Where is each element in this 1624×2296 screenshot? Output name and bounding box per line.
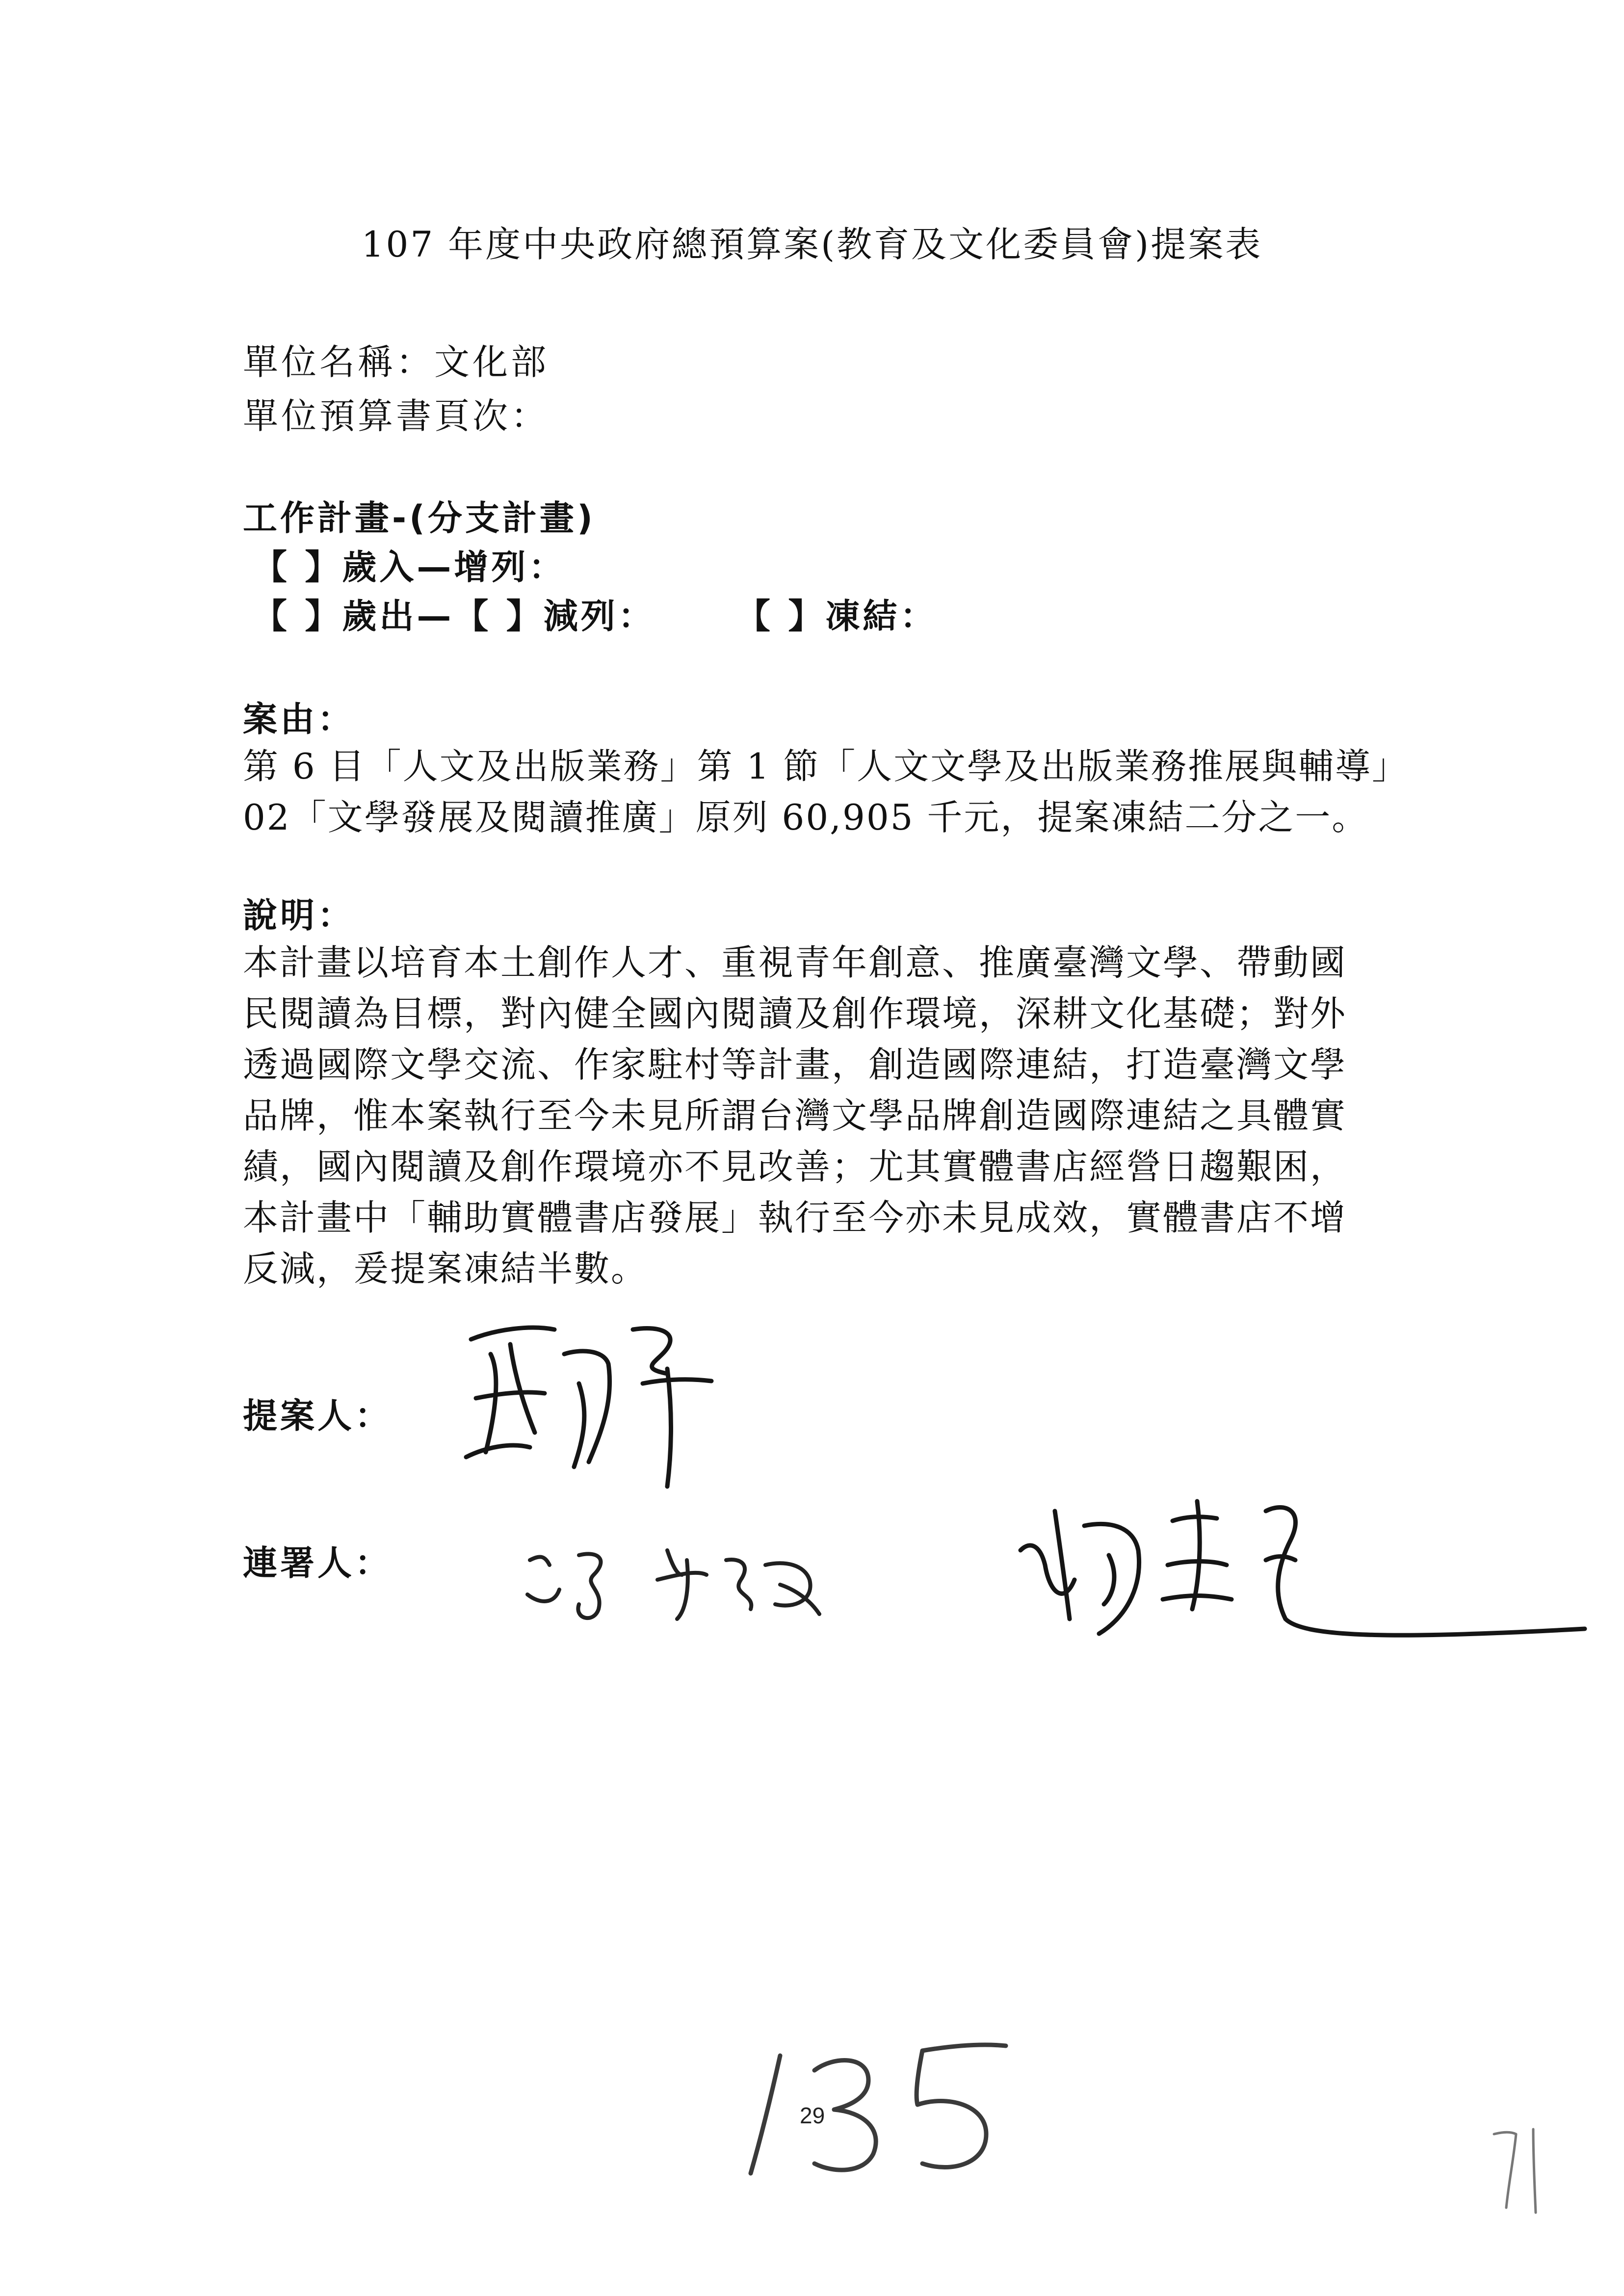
reason-line-2: 02「文學發展及閱讀推廣」原列 60,905 千元，提案凍結二分之一。 xyxy=(243,797,1369,838)
margin-mark xyxy=(1487,2119,1545,2218)
explanation-line: 品牌，惟本案執行至今未見所謂台灣文學品牌創造國際連結之具體實 xyxy=(243,1095,1347,1136)
explanation-heading: 說明： xyxy=(243,895,355,936)
proposer-signature xyxy=(456,1300,770,1496)
expenditure-line: 【 】歲出—【 】減列： xyxy=(253,596,655,636)
cosigner-signature-2 xyxy=(1011,1482,1599,1648)
unit-budget-page: 單位預算書頁次： xyxy=(243,395,550,437)
explanation-line: 反減，爰提案凍結半數。 xyxy=(243,1248,648,1289)
reason-heading: 案由： xyxy=(243,699,355,739)
plan-heading: 工作計畫-(分支計畫) xyxy=(243,498,596,538)
explanation-line: 本計畫中「輔助實體書店發展」執行至今亦未見成效，實體書店不增 xyxy=(243,1197,1347,1238)
explanation-line: 透過國際文學交流、作家駐村等計畫，創造國際連結，打造臺灣文學 xyxy=(243,1044,1347,1085)
cosigner-signature-1 xyxy=(520,1521,844,1634)
explanation-line: 本計畫以培育本土創作人才、重視青年創意、推廣臺灣文學、帶動國 xyxy=(243,942,1347,983)
cosigner-label: 連署人： xyxy=(243,1543,392,1583)
proposer-label: 提案人： xyxy=(243,1396,392,1436)
page-number: 29 xyxy=(800,2103,825,2128)
unit-name: 單位名稱：文化部 xyxy=(243,341,550,383)
explanation-line: 績，國內閱讀及創作環境亦不見改善；尤其實體書店經營日趨艱困， xyxy=(243,1146,1347,1187)
revenue-line: 【 】歲入—增列： xyxy=(253,547,566,587)
freeze-line: 【 】凍結： xyxy=(736,596,938,636)
explanation-line: 民閱讀為目標，對內健全國內閱讀及創作環境，深耕文化基礎；對外 xyxy=(243,993,1347,1034)
reason-line-1: 第 6 目「人文及出版業務」第 1 節「人文文學及出版業務推展與輔導」 xyxy=(243,746,1409,787)
handwritten-number xyxy=(741,2021,1016,2183)
document-title: 107 年度中央政府總預算案(教育及文化委員會)提案表 xyxy=(361,224,1263,265)
